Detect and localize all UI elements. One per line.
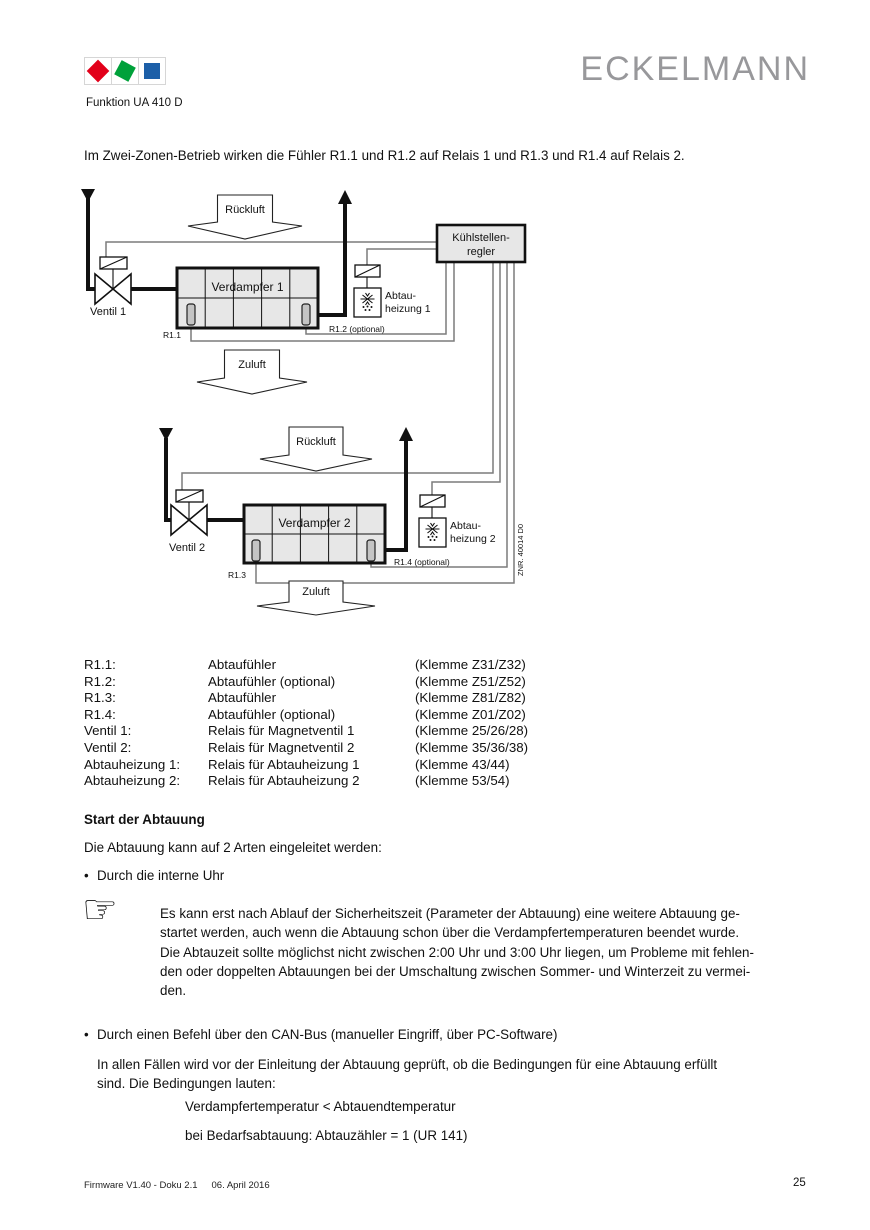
sensor-r13-label: R1.3 [228,570,246,580]
legend-row [84,773,528,790]
document-label: Funktion UA 410 D [86,97,183,109]
return-air-arrow-2 [260,427,372,471]
legend-klemme: (Klemme 43/44) [415,756,510,772]
legend-desc: Relais für Abtauheizung 1 [208,756,360,772]
legend-desc: Relais für Magnetventil 1 [208,723,355,739]
legend-term: Ventil 1: [84,723,132,739]
note-line: startet werden, auch wenn die Abtauung schon über die Verdampfertemperaturen beendet wurde. [160,925,740,941]
note-paragraph [160,904,830,1000]
valve1-symbol [95,274,113,304]
note-line: den. [160,983,187,999]
supply-air-label-2: Zuluft [302,586,330,598]
legend-klemme: (Klemme Z31/Z32) [415,657,526,672]
valve1-label: Ventil 1 [90,306,127,318]
bullet-text: Durch einen Befehl über den CAN-Bus (manueller Eingriff, über PC-Software) [97,1027,558,1042]
sensor-r12 [302,304,310,325]
pipe-in-1-arrowhead [81,189,95,202]
logo-red-diamond-icon [84,57,112,85]
conditions-paragraph [97,1055,717,1093]
bullet-text: Durch die interne Uhr [97,868,225,883]
legend-row [84,757,528,774]
zone1 [90,257,431,340]
legend-row [84,690,528,707]
heater2-label-line2: heizung 2 [450,533,496,545]
note-line: Es kann erst nach Ablauf der Sicherheitszeit (Parameter der Abtauung) eine weitere Abtauung ge- [160,906,740,921]
evaporator2-label: Verdampfer 2 [278,516,351,530]
valve2-label: Ventil 2 [169,542,206,554]
legend-row [84,723,528,740]
valve1-symbol-right [113,274,131,304]
sensor-r11 [187,304,195,325]
heater1-label-line1: Abtau- [385,290,416,302]
bullet-item-can-bus [84,1027,557,1042]
legend-term: Abtauheizung 1: [84,756,181,772]
pipe-out-1-arrowhead [338,190,352,204]
wire-heater1 [367,249,437,265]
zone2 [169,490,496,580]
bullet-icon: • [84,1027,89,1042]
legend-klemme: (Klemme 25/26/28) [415,723,529,739]
sensor-r13 [252,540,260,561]
condition-counter: bei Bedarfsabtauung: Abtauzähler = 1 (UR 141) [185,1128,468,1143]
sensor-r11-label: R1.1 [163,330,181,340]
heater2-label-line1: Abtau- [450,520,481,532]
section-heading: Start der Abtauung [84,812,205,827]
paragraph-line: sind. Die Bedingungen lauten: [97,1076,276,1091]
supply-air-arrow-1 [197,350,307,394]
bullet-item-internal-clock [84,868,224,883]
return-air-label-1: Rückluft [225,204,265,216]
legend-desc: Relais für Magnetventil 2 [208,739,355,755]
legend-desc: Relais für Abtauheizung 2 [208,773,360,789]
legend-table [84,657,528,790]
legend-desc: Abtaufühler (optional) [208,673,336,689]
logo-blue-square-icon [138,57,166,85]
pipe-out-1 [317,204,345,315]
brand-wordmark: ECKELMANN [580,50,810,88]
pipe-out-2-arrowhead [399,427,413,441]
wire-heater2 [432,262,500,495]
legend-desc: Abtaufühler [208,690,277,706]
legend-term: R1.2: [84,673,116,689]
section-lead: Die Abtauung kann auf 2 Arten eingeleitet werden: [84,840,382,855]
footer-version-date [84,1180,270,1191]
return-air-arrow-1 [188,195,302,239]
legend-klemme: (Klemme Z81/Z82) [415,690,526,706]
return-air-label-2: Rückluft [296,436,336,448]
pipe-out-2 [384,441,406,550]
company-logo [84,57,165,85]
valve2-symbol-right [189,505,207,535]
legend-klemme: (Klemme 35/36/38) [415,739,529,755]
supply-air-label-1: Zuluft [238,359,266,371]
logo-green-square-icon [111,57,139,85]
heater1-label-line2: heizung 1 [385,303,431,315]
legend-klemme: (Klemme 53/54) [415,773,510,789]
condition-temperature: Verdampfertemperatur < Abtauendtemperatur [185,1099,456,1114]
legend-term: Ventil 2: [84,739,132,755]
legend-klemme: (Klemme Z01/Z02) [415,706,526,722]
legend-row [84,740,528,757]
sensor-r12-label: R1.2 (optional) [329,324,385,334]
legend-term: Abtauheizung 2: [84,773,181,789]
drawing-number: ZNR. 40014 D0 [516,523,525,576]
intro-sentence: Im Zwei-Zonen-Betrieb wirken die Fühler R1.1 und R1.2 auf Relais 1 und R1.3 und R1.4 auf Relais 2. [84,148,685,163]
controller-label-line1: Kühlstellen- [452,232,510,244]
legend-term: R1.4: [84,706,116,722]
controller-label-line2: regler [466,246,496,258]
sensor-r14-label: R1.4 (optional) [394,557,450,567]
pipe-in-2-arrowhead [159,428,173,441]
sensor-r14 [367,540,375,561]
pointing-hand-icon: ☞ [82,887,118,933]
footer-version: Firmware V1.40 - Doku 2.1 [84,1180,198,1191]
legend-term: R1.1: [84,657,116,672]
legend-row [84,707,528,724]
note-line: den oder doppelten Abtauungen bei der Umschaltung zwischen Sommer- und Winterzeit zu vermei- [160,963,751,979]
legend-klemme: (Klemme Z51/Z52) [415,673,526,689]
legend-term: R1.3: [84,690,116,706]
legend-desc: Abtaufühler [208,657,277,672]
page-number: 25 [793,1177,806,1189]
two-zone-defrost-diagram [60,180,570,650]
evaporator1-label: Verdampfer 1 [211,280,284,294]
legend-row [84,657,528,674]
valve2-symbol [171,505,189,535]
footer-date: 06. April 2016 [211,1180,270,1191]
note-line: Die Abtauzeit sollte möglichst nicht zwischen 2:00 Uhr und 3:00 Uhr liegen, um Probleme mit fehlen- [160,944,754,960]
paragraph-line: In allen Fällen wird vor der Einleitung der Abtauung geprüft, ob die Bedingungen für eine Abtauung erfüllt [97,1057,718,1072]
legend-row [84,674,528,691]
bullet-icon: • [84,868,89,883]
controller [437,225,525,262]
legend-desc: Abtaufühler (optional) [208,706,336,722]
